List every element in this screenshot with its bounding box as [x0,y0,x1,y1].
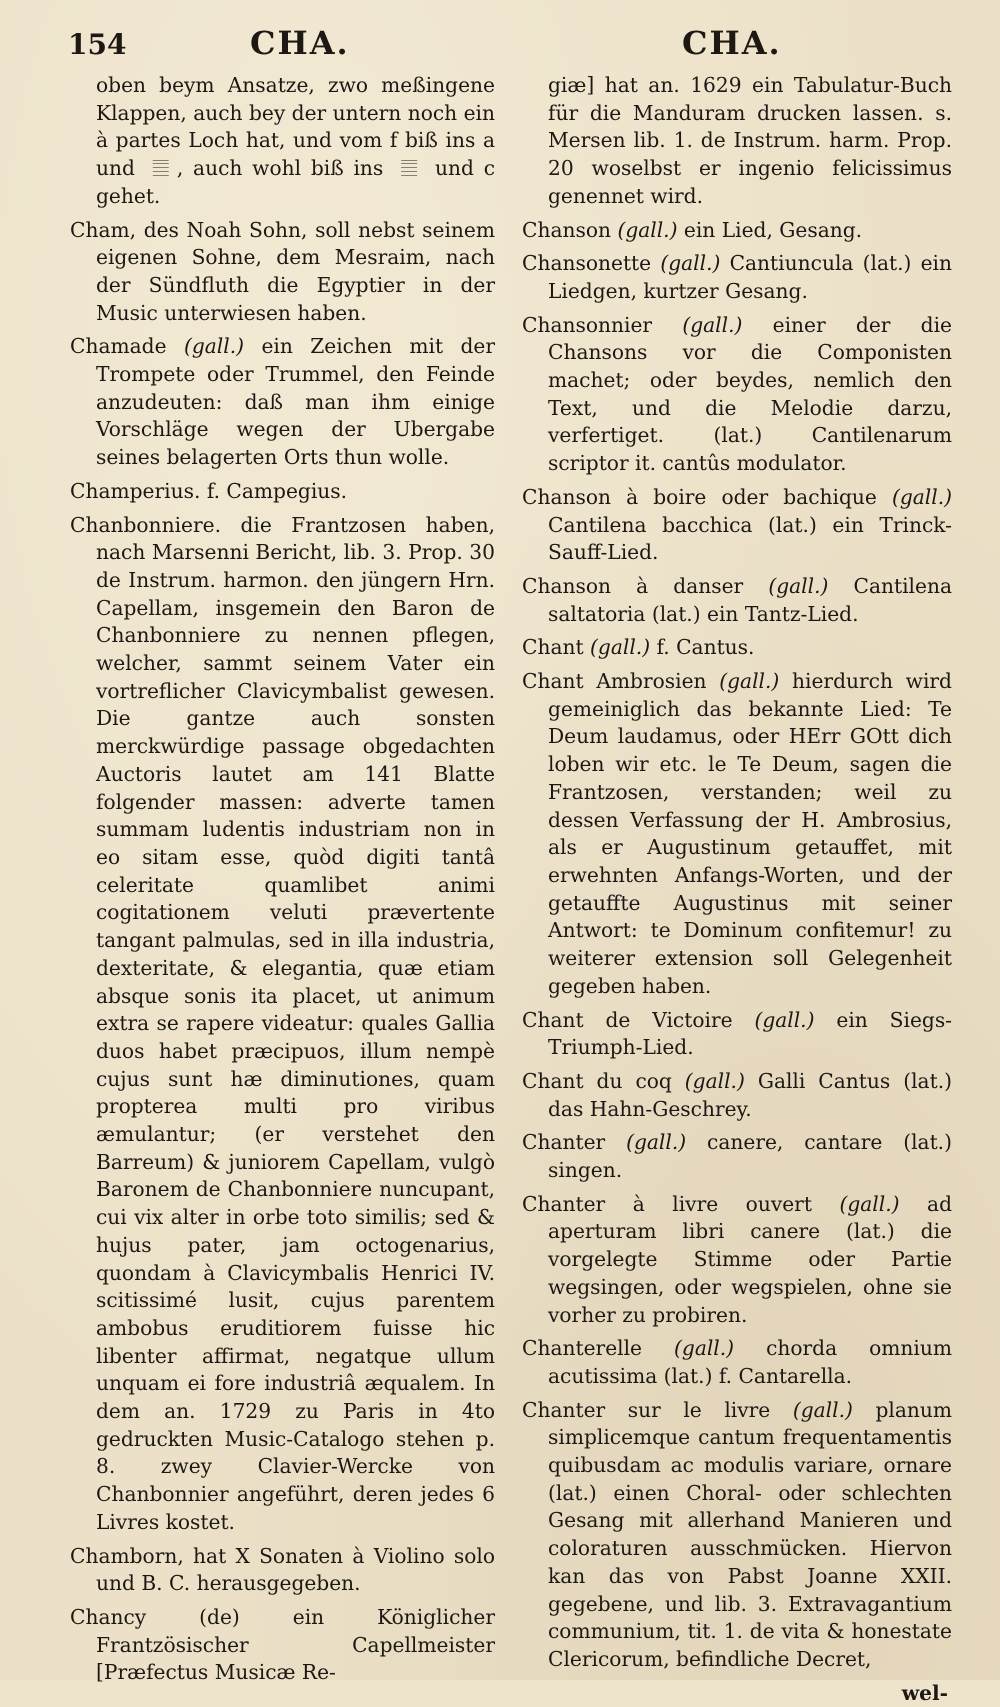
entry [522,250,952,305]
entry-text: ein Zeichen mit der Trompete oder Trummel, den Feinde anzudeuten: daß man ihm einige Vorschläge wegen der Ubergabe seines belagerten Orts thun wolle. [96,334,496,470]
entry-text: die Frantzosen haben, nach Marsenni Bericht, lib. 3. Prop. 30 de Instrum. harmon. den jüngern Hrn. Capellam, insgemein den Baron de Chanbonniere zu nennen pflegen, welcher, sammt seinem Vater ein vortreflicher Clavicymbalist gewesen. Die gantze auch sonsten merckwürdige passage obgedachten Auctoris lautet am 141 Blatte folgender massen: adverte tamen summam ludentis industriam non in eo sitam esse, quòd digiti tantâ celeritate quamlibet animi cogitationem veluti prævertente tangant palmulas, sed in illa industria, dexteritate, & elegantia, quæ etiam absque sonis ita placet, ut animum extra se rapere videatur: quales Gallia duos habet præcipuos, illum nempè cujus sunt hæ diminutiones, quam propterea multi pro viribus æmulantur; (er verstehet den Barreum) & juniorem Capellam, vulgò Baronem de Chanbonniere nuncupant, cui vix alter in orbe toto similis; sed & hujus pater, jam octogenarius, quondam à Clavicymbalis Henrici IV. scitissimé lusit, cujus parentem ambobus eruditiorem fuisse hic libenter affirmat, negatque ullum unquam ei fore industriâ æqualem. In dem an. 1729 zu Paris in 4to gedruckten Music-Catalogo stehen p. 8. zwey Clavier-Wercke von Chanbonnier angeführt, deren jedes 6 Livres kostet. [96,512,495,1534]
continued-text-3: und c gehet. [96,156,496,208]
entry [522,1397,952,1674]
entry-text: planum simplicemque cantum frequentamentis quibusdam ac modulis variare, ornare (lat.) einen Choral- oder schlechten Gesang mit allerhand Manieren und coloraturen ausschmücken. Hiervon kan das von Pabst Joanne XXII. gegebene, und lib. 3. Extravagantium communium, tit. 1. de vita & honestate Clericorum, befindliche Decret, [548,1397,953,1671]
entry-headword: Chansonnier [522,312,653,337]
entry [522,1335,952,1390]
entry-language: (gall.) [891,484,952,509]
entry-headword: Chanson à danser [522,573,744,598]
entry-language: (gall.) [719,669,780,694]
continued-text: oben beym Ansatze, zwo meßingene Klappen, auch bey der untern noch ein à partes Loch hat, und vom f biß ins a und [96,73,496,181]
entry-text: f. Cantus. [656,635,755,660]
entry [70,512,495,1537]
entry [522,634,952,662]
right-column [522,72,952,1707]
entry-headword: Chant [522,635,584,660]
entry [522,573,952,628]
entry-language: (gall.) [183,334,245,359]
entry-headword: Chamborn, [70,1543,184,1568]
continued-text: giæ] hat an. 1629 ein Tabulatur-Buch für die Manduram drucken lassen. s. Mersen lib. 1. de Instrum. harm. Prop. 20 woselbst er ingenio felicissimus genennet wird. [548,73,952,208]
entry-text: chorda omnium acutissima (lat.) f. Cantarella. [548,1336,953,1388]
continued-entry [70,72,495,211]
entry-text: ein Königlicher Frantzösischer Capellmeister [Præfectus Musicæ Re- [96,1604,495,1685]
entry-text: hierdurch wird gemeiniglich das bekannte Lied: Te Deum laudamus, oder HErr GOtt dich loben wir etc. le Te Deum, sagen die Frantzosen, verstanden; weil zu dessen Verfassung der H. Ambrosius, als er Augustinum getauffet, mit erwehnten Anfangs-Worten, und der getauffte Augustinus mit seiner Antwort: te Dominum confitemur! zu weiterer extension soll Gelegenheit gegeben haben. [548,669,952,998]
entry-headword: Cham, [70,217,137,242]
entry [522,1191,952,1330]
entry-headword: Chanson à boire oder bachique [522,484,877,509]
entry [70,1604,495,1687]
entry-headword: Chansonette [522,251,652,276]
right-running-title: CHA. [682,24,782,62]
entry-language: (gall.) [682,312,743,337]
entry-text: Cantilena saltatoria (lat.) ein Tantz-Lied. [548,573,952,626]
entry-text: ein Siegs-Triumph-Lied. [548,1007,952,1060]
entry-text: f. Campegius. [206,478,348,503]
entry-headword: Chant du coq [522,1068,672,1093]
entry-language: (gall.) [768,573,829,598]
entry-language: (gall.) [626,1130,687,1155]
entry-headword: Chancy (de) [70,1604,240,1629]
entry-text: des Noah Sohn, soll nebst seinem eigenen Sohne, dem Mesraim, nach der Sündfluth die Egyptier in der Music unterwiesen haben. [96,217,495,325]
music-note-symbol-icon: 𝄚 [152,156,169,181]
entry-headword: Chanterelle [522,1336,643,1361]
page-number: 154 [68,28,127,61]
entry-text: Galli Cantus (lat.) das Hahn-Geschrey. [548,1068,952,1121]
entry-language: (gall.) [754,1007,815,1032]
entry [70,478,495,506]
entry-language: (gall.) [684,1068,745,1093]
entry [522,1068,952,1123]
entry-headword: Chamade [70,334,167,359]
entry-text: ad aperturam libri canere (lat.) die vorgelegte Stimme oder Partie wegsingen, oder wegspielen, ohne sie vorher zu probiren. [548,1191,952,1327]
entry [70,1543,495,1598]
running-head [0,24,1000,64]
entry-headword: Chant Ambrosien [522,669,707,694]
entry-text: einer der die Chansons vor die Componisten machet; oder beydes, nemlich den Text, und die Melodie darzu, verfertiget. (lat.) Cantilenarum scriptor it. cantûs modulator. [548,312,953,476]
entry-text: ein Lied, Gesang. [683,217,863,242]
entry-language: (gall.) [839,1191,900,1216]
catchword: wel- [901,1680,948,1705]
entry-language: (gall.) [617,217,678,242]
entry-headword: Chanbonniere. [70,512,221,537]
entry [522,217,952,245]
entry-headword: Chanson [522,217,612,242]
entry-headword: Champerius. [70,478,201,503]
entry-language: (gall.) [660,251,721,276]
entry [522,668,952,1000]
entry-headword: Chanter à livre ouvert [522,1191,812,1216]
music-note-symbol-icon: 𝄚 [401,156,418,181]
entry [70,217,495,328]
continued-text-2: , auch wohl biß ins [176,156,384,181]
entry-text: hat X Sonaten à Violino solo und B. C. herausgegeben. [96,1543,495,1596]
entry-text: Cantiuncula (lat.) ein Liedgen, kurtzer Gesang. [548,251,953,303]
left-column [70,72,495,1693]
entry [522,312,952,478]
entry-headword: Chanter sur le livre [522,1397,771,1422]
entry [70,333,495,472]
entry [522,1129,952,1184]
entry-language: (gall.) [590,635,651,660]
entry-text: canere, cantare (lat.) singen. [548,1130,952,1183]
entry-headword: Chant de Victoire [522,1007,733,1032]
left-running-title: CHA. [250,24,350,62]
entry [522,484,952,567]
continued-entry [522,72,952,211]
entry-headword: Chanter [522,1130,606,1155]
entry-language: (gall.) [674,1336,735,1361]
entry-text: Cantilena bacchica (lat.) ein Trinck-Sauff-Lied. [548,512,952,565]
entry [522,1007,952,1062]
entry-language: (gall.) [792,1397,853,1422]
